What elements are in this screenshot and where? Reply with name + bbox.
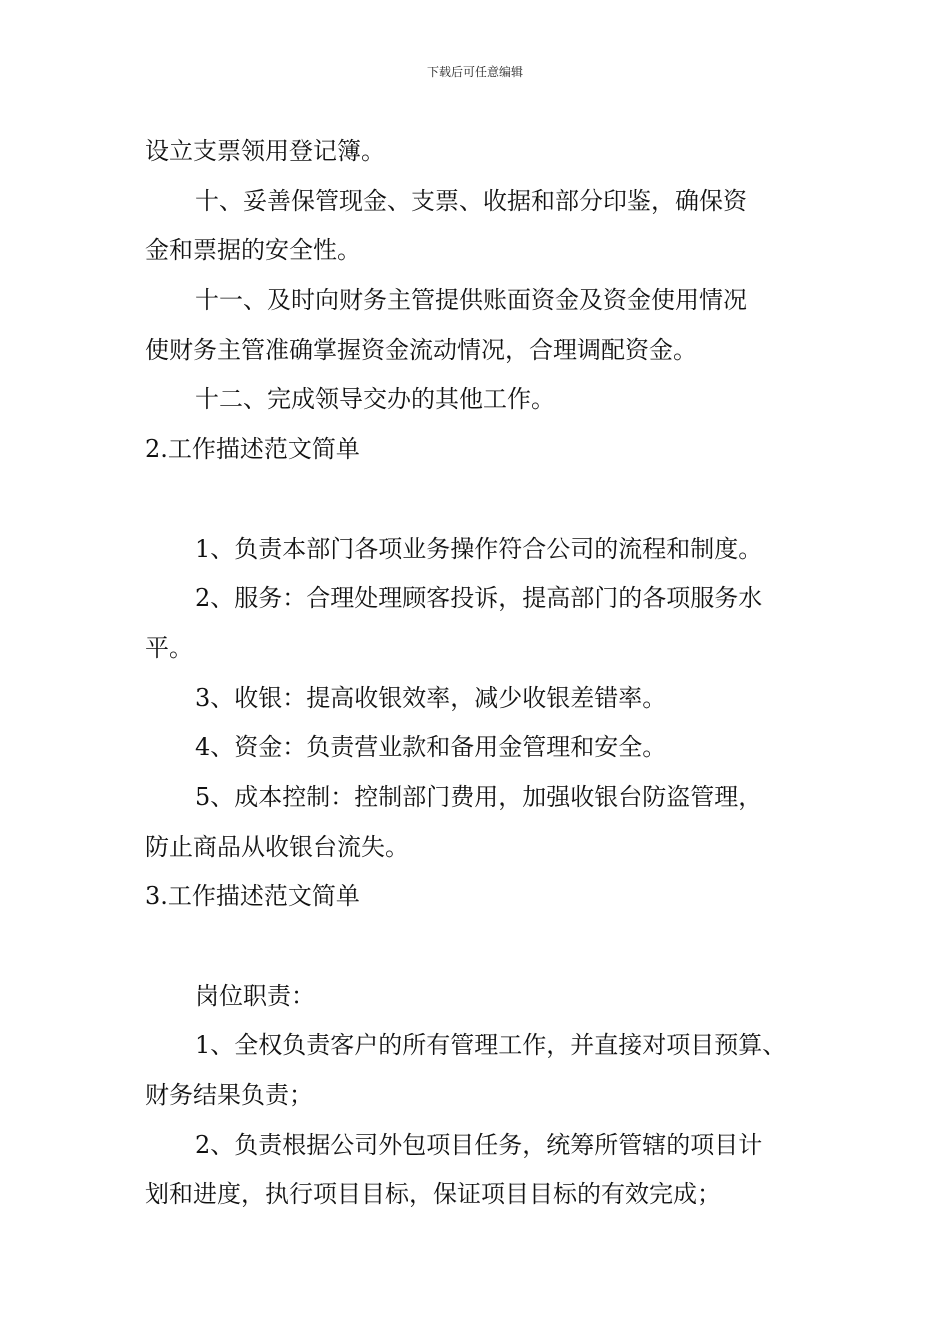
blank-line: [145, 475, 810, 525]
page-header: 下载后可任意编辑: [426, 65, 523, 79]
paragraph-line: 十二、完成领导交办的其他工作。: [195, 385, 555, 414]
paragraph-line: 1、全权负责客户的所有管理工作，并直接对项目预算、: [195, 1031, 787, 1060]
document-body: [145, 127, 810, 1220]
paragraph-line: 2、服务：合理处理顾客投诉，提高部门的各项服务水: [195, 584, 763, 613]
paragraph-line: 平。: [145, 633, 193, 662]
paragraph-line: 4、资金：负责营业款和备用金管理和安全。: [195, 733, 667, 762]
paragraph-line: 2、负责根据公司外包项目任务，统筹所管辖的项目计: [195, 1130, 763, 1159]
paragraph-line: 划和进度，执行项目目标，保证项目目标的有效完成；: [145, 1180, 721, 1209]
paragraph-line: 1、负责本部门各项业务操作符合公司的流程和制度。: [195, 534, 763, 563]
paragraph-line: 十一、及时向财务主管提供账面资金及资金使用情况: [195, 286, 747, 315]
paragraph-line: 5、成本控制：控制部门费用，加强收银台防盗管理，: [195, 782, 763, 811]
paragraph-line: 岗位职责：: [195, 981, 315, 1010]
section-heading: 2.工作描述范文简单: [145, 435, 360, 464]
paragraph-line: 使财务主管准确掌握资金流动情况，合理调配资金。: [145, 335, 697, 364]
paragraph-line: 财务结果负责；: [145, 1081, 313, 1110]
paragraph-line: 设立支票领用登记簿。: [145, 137, 385, 165]
section-heading: 3.工作描述范文简单: [145, 882, 360, 911]
paragraph-line: 金和票据的安全性。: [145, 236, 361, 265]
paragraph-line: 3、收银：提高收银效率，减少收银差错率。: [195, 683, 667, 712]
paragraph-line: 十、妥善保管现金、支票、收据和部分印鉴，确保资: [195, 186, 747, 215]
paragraph-line: 防止商品从收银台流失。: [145, 832, 409, 861]
blank-line: [145, 922, 810, 972]
